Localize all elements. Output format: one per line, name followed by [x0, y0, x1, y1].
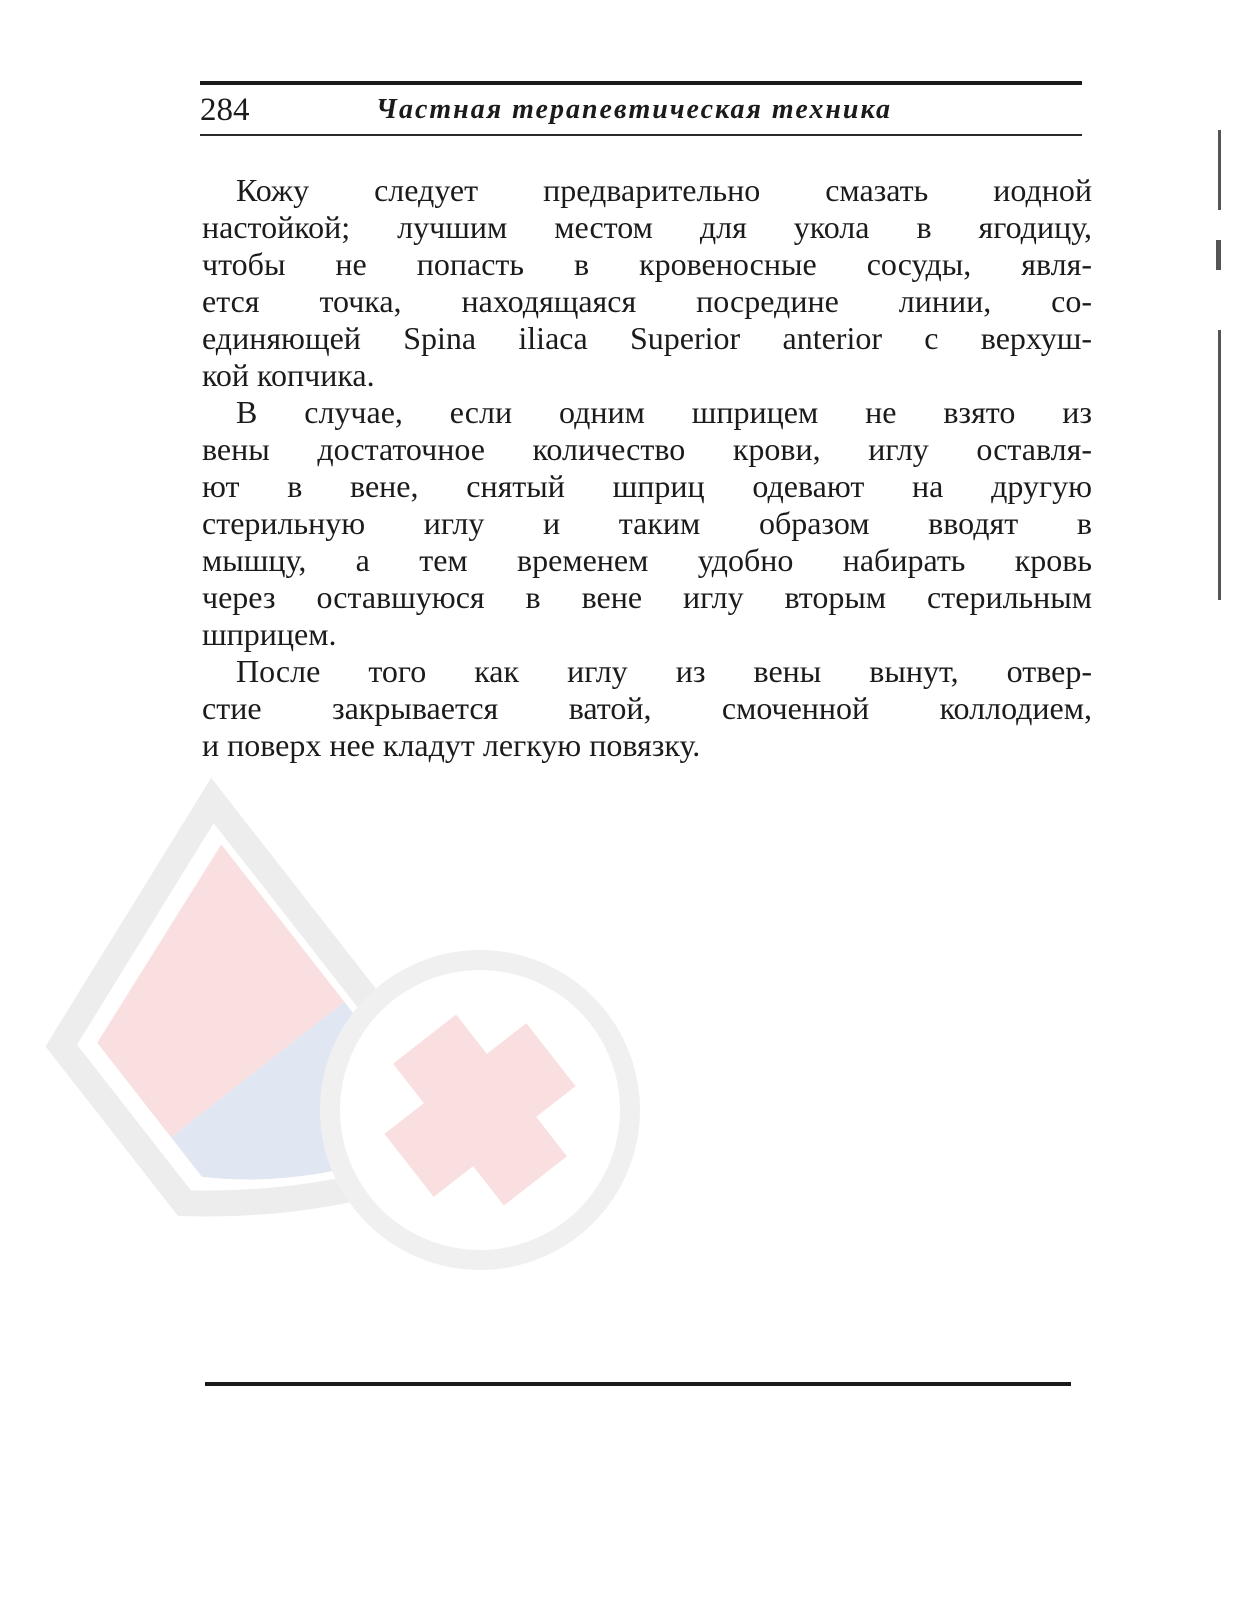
- text-line: настойкой; лучшим местом для укола в ягодицу,: [202, 209, 1092, 245]
- text-line: единяющей Spina iliaca Superior anterior с верхуш-: [202, 320, 1092, 356]
- header-rule-bottom: [200, 134, 1082, 136]
- paragraph: [202, 653, 1092, 764]
- text-line: вены достаточное количество крови, иглу оставля-: [202, 431, 1092, 467]
- text-line: мышцу, а тем временем удобно набирать кровь: [202, 542, 1092, 578]
- running-title: Частная терапевтическая техника: [376, 94, 893, 125]
- text-line: стерильную иглу и таким образом вводят в: [202, 505, 1092, 541]
- text-line: ют в вене, снятый шприц одевают на другую: [202, 468, 1092, 504]
- scan-edge-mark: [1218, 330, 1221, 600]
- running-header: [200, 90, 1082, 134]
- text-line: шприцем.: [202, 616, 337, 652]
- text-line: В случае, если одним шприцем не взято из: [236, 394, 1092, 430]
- paragraph: [202, 394, 1092, 653]
- paragraph: [202, 172, 1092, 394]
- text-line: и поверх нее кладут легкую повязку.: [202, 727, 701, 763]
- text-line: стие закрывается ватой, смоченной коллодием,: [202, 690, 1092, 726]
- text-line: чтобы не попасть в кровеносные сосуды, явля-: [202, 246, 1092, 282]
- scan-edge-mark: [1218, 130, 1221, 210]
- text-line: кой копчика.: [202, 357, 375, 393]
- text-line: через оставшуюся в вене иглу вторым стерильным: [202, 579, 1092, 615]
- header-rule-top: [200, 81, 1082, 85]
- scan-edge-mark: [1216, 240, 1221, 270]
- text-line: После того как иглу из вены вынут, отвер-: [236, 653, 1092, 689]
- text-line: ется точка, находящаяся посредине линии, со-: [202, 283, 1092, 319]
- body-text: [202, 172, 1092, 764]
- text-line: Кожу следует предварительно смазать иодной: [236, 172, 1092, 208]
- page-number: 284: [200, 92, 250, 128]
- footer-rule: [205, 1382, 1071, 1386]
